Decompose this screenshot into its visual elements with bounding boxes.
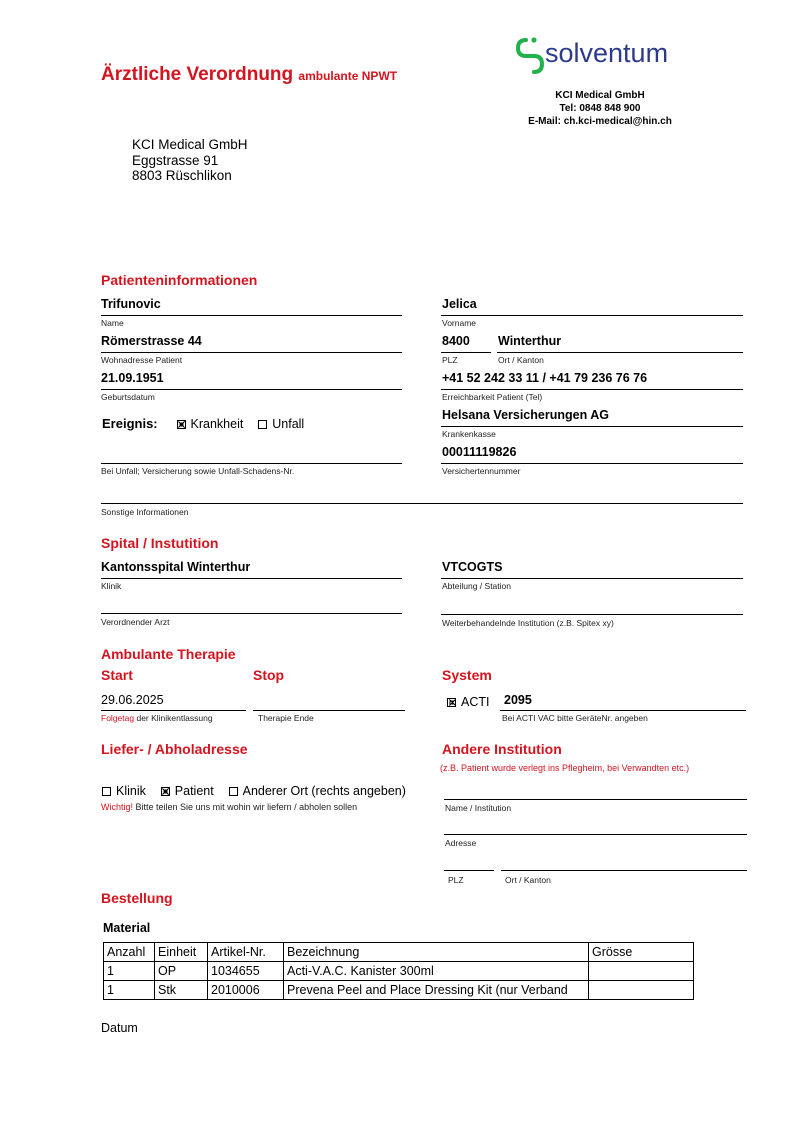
system-acti-checkbox[interactable] [447, 698, 456, 707]
material-table-header [104, 943, 694, 962]
recipient-city: 8803 Rüschlikon [132, 168, 232, 183]
delivery-note-red: Wichtig! [101, 802, 134, 812]
column-header: Grösse [589, 943, 694, 962]
stop-note: Therapie Ende [258, 713, 314, 723]
column-header: Bezeichnung [284, 943, 589, 962]
delivery-clinic-label: Klinik [116, 784, 146, 798]
event-row [102, 415, 304, 433]
therapy-stop-label: Stop [253, 667, 285, 683]
section-delivery: Liefer- / Abholadresse [101, 741, 248, 757]
delivery-other-checkbox[interactable] [229, 787, 238, 796]
section-other-institution: Andere Institution [442, 741, 562, 757]
delivery-patient-checkbox[interactable] [161, 787, 170, 796]
company-phone: Tel: 0848 848 900 [559, 103, 641, 114]
description-cell[interactable]: Acti-V.A.C. Kanister 300ml [284, 962, 589, 981]
patient-first-name-label: Vorname [442, 318, 477, 328]
delivery-options [102, 782, 406, 800]
other-name-label: Name / Institution [445, 803, 512, 813]
patient-city-label: Ort / Kanton [498, 355, 544, 365]
hospital-department-label: Abteilung / Station [442, 581, 511, 591]
quantity-cell[interactable]: 1 [104, 981, 155, 1000]
start-note: der Klinikentlassung [136, 713, 213, 723]
section-patient: Patienteninformationen [101, 272, 258, 288]
column-header: Einheit [155, 943, 208, 962]
unit-cell[interactable]: Stk [155, 981, 208, 1000]
patient-plz-label: PLZ [442, 355, 458, 365]
patient-insurer[interactable]: Helsana Versicherungen AG [442, 408, 609, 422]
patient-insurer-label: Krankenkasse [442, 429, 496, 439]
therapy-system-label: System [442, 667, 492, 683]
patient-birthdate-label: Geburtsdatum [101, 392, 155, 402]
patient-plz[interactable]: 8400 [442, 334, 470, 348]
event-illness-checkbox[interactable] [177, 420, 186, 429]
patient-last-name[interactable]: Trifunovic [101, 297, 161, 311]
section-therapy: Ambulante Therapie [101, 646, 236, 662]
article-number-cell[interactable]: 2010006 [208, 981, 284, 1000]
insurance-number-label: Versichertennummer [442, 466, 521, 476]
delivery-other-label: Anderer Ort (rechts angeben) [242, 784, 406, 798]
size-cell[interactable] [589, 981, 694, 1000]
patient-first-name[interactable]: Jelica [442, 297, 477, 311]
patient-address-label: Wohnadresse Patient [101, 355, 183, 365]
accident-info-label: Bei Unfall; Versicherung sowie Unfall-Schadens-Nr. [101, 466, 295, 476]
patient-last-name-label: Name [101, 318, 124, 328]
followup-label: Weiterbehandelnde Institution (z.B. Spitex xy) [442, 618, 614, 628]
quantity-cell[interactable]: 1 [104, 962, 155, 981]
description-cell[interactable]: Prevena Peel and Place Dressing Kit (nur Verband [284, 981, 589, 1000]
other-institution-hint: (z.B. Patient wurde verlegt ins Pflegheim, bei Verwandten etc.) [440, 763, 690, 773]
start-note-red: Folgetag [101, 713, 135, 723]
delivery-patient-label: Patient [174, 784, 214, 798]
event-accident-checkbox[interactable] [258, 420, 267, 429]
delivery-clinic-checkbox[interactable] [102, 787, 111, 796]
date-label: Datum [101, 1021, 138, 1035]
table-row [104, 981, 694, 1000]
doctor-label: Verordnender Arzt [101, 617, 170, 627]
hospital-clinic-label: Klinik [101, 581, 122, 591]
therapy-start-date[interactable]: 29.06.2025 [101, 693, 164, 707]
patient-insurance-number[interactable]: 00011119826 [442, 445, 517, 459]
section-order: Bestellung [101, 890, 173, 906]
system-note: Bei ACTI VAC bitte GeräteNr. angeben [502, 713, 648, 723]
other-plz-label: PLZ [448, 875, 464, 885]
material-label: Material [103, 921, 151, 935]
article-number-cell[interactable]: 1034655 [208, 962, 284, 981]
patient-address[interactable]: Römerstrasse 44 [101, 334, 202, 348]
column-header: Anzahl [104, 943, 155, 962]
form-subtitle: ambulante NPWT [298, 69, 398, 83]
patient-phone-label: Erreichbarkeit Patient (Tel) [442, 392, 543, 402]
column-header: Artikel-Nr. [208, 943, 284, 962]
patient-city[interactable]: Winterthur [498, 334, 562, 348]
section-hospital: Spital / Instutition [101, 535, 219, 551]
event-illness-label: Krankheit [190, 417, 244, 431]
event-accident-label: Unfall [272, 417, 305, 431]
other-address-label: Adresse [445, 838, 477, 848]
hospital-department[interactable]: VTCOGTS [442, 560, 503, 574]
system-acti-label: ACTI [461, 695, 490, 709]
logo-wordmark: solventum [545, 38, 669, 68]
form-title: Ärztliche Verordnung [101, 64, 294, 85]
recipient-street: Eggstrasse 91 [132, 152, 219, 168]
delivery-note: Bitte teilen Sie uns mit wohin wir liefern / abholen sollen [135, 802, 358, 812]
material-table [103, 942, 694, 1000]
hospital-clinic[interactable]: Kantonsspital Winterthur [101, 560, 251, 574]
size-cell[interactable] [589, 962, 694, 981]
patient-birthdate[interactable]: 21.09.1951 [101, 371, 164, 385]
recipient-name: KCI Medical GmbH [132, 137, 248, 152]
event-label: Ereignis: [102, 416, 158, 431]
other-city-label: Ort / Kanton [505, 875, 551, 885]
table-row [104, 962, 694, 981]
unit-cell[interactable]: OP [155, 962, 208, 981]
patient-phone[interactable]: +41 52 242 33 11 / +41 79 236 76 76 [442, 371, 648, 385]
other-info-label: Sonstige Informationen [101, 507, 189, 517]
system-device-number[interactable]: 2095 [504, 693, 532, 707]
company-email: E-Mail: ch.kci-medical@hin.ch [528, 116, 672, 127]
therapy-start-label: Start [101, 667, 133, 683]
solventum-logo [512, 34, 687, 80]
company-name: KCI Medical GmbH [555, 90, 645, 101]
